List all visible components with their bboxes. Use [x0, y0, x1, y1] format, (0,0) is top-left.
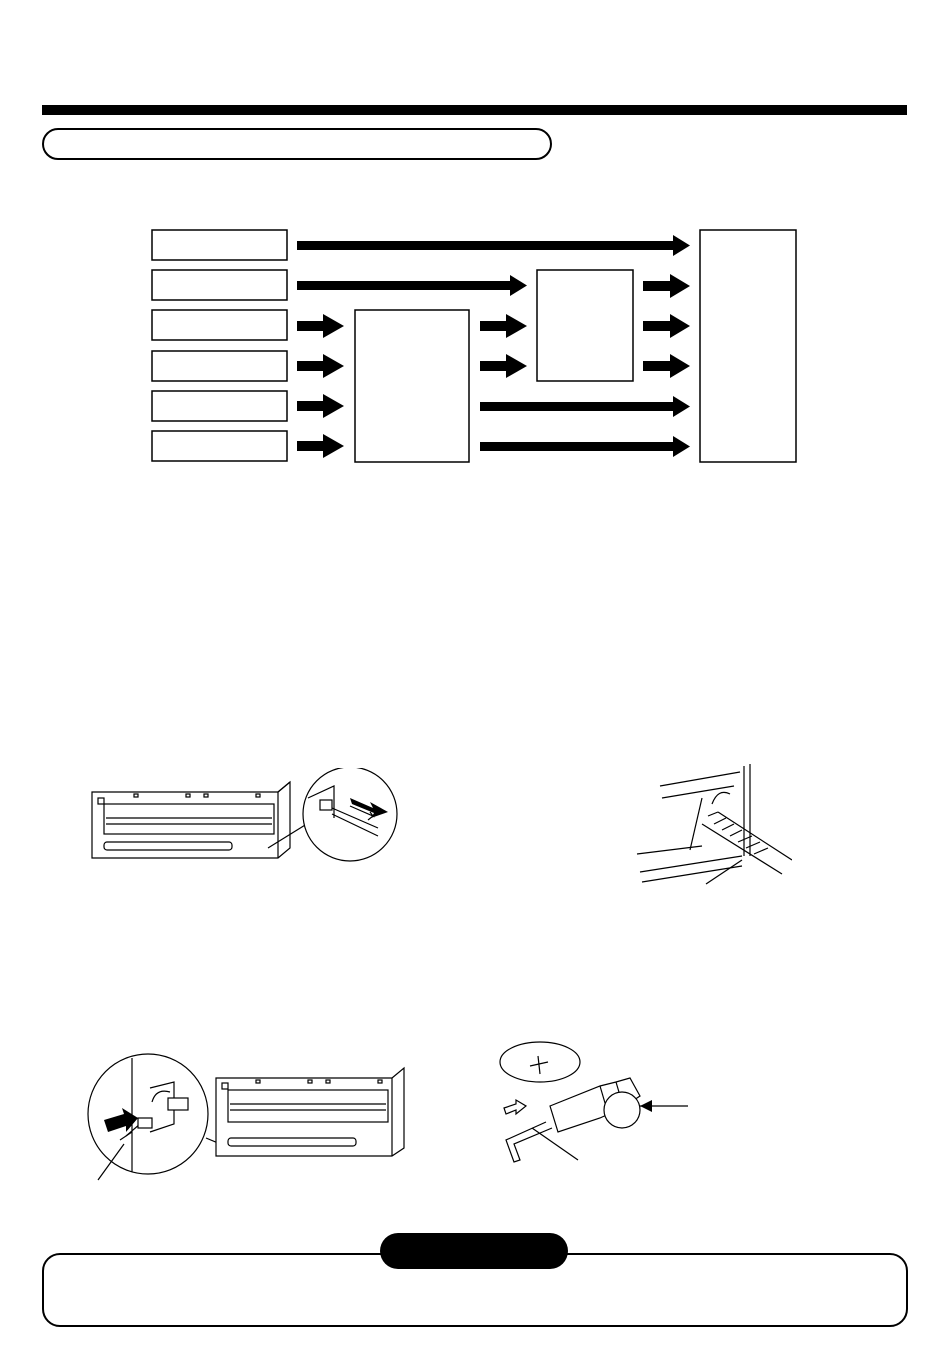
flow-arrow [643, 314, 690, 338]
flow-arrow [297, 275, 527, 296]
flow-left-box-2 [152, 270, 287, 300]
section-title [44, 130, 550, 140]
flow-arrow [480, 396, 690, 417]
section-title-pill [42, 128, 552, 160]
figure-indoor-unit-disconnect [88, 768, 408, 880]
flow-arrow [643, 274, 690, 298]
flow-arrow [297, 394, 344, 418]
flow-arrow [297, 235, 690, 256]
flow-middle-box [355, 310, 469, 462]
flow-final-box [700, 230, 796, 462]
flow-left-box-5 [152, 391, 287, 421]
flow-diagram [140, 220, 820, 480]
figure-pipe-wrapping [632, 764, 792, 894]
flow-left-box-3 [152, 310, 287, 340]
flow-arrow [297, 434, 344, 458]
flow-arrow [297, 314, 344, 338]
flow-left-box-4 [152, 351, 287, 381]
figure-hex-key-fitting [490, 1036, 700, 1168]
flow-upper-right-box [537, 270, 633, 381]
header-rule [42, 105, 907, 115]
callout-arrowhead [640, 1100, 652, 1112]
figure-indoor-unit-reconnect [80, 1052, 420, 1182]
flow-arrow [297, 354, 344, 378]
flow-left-box-6 [152, 431, 287, 461]
flow-arrow [643, 354, 690, 378]
flow-left-box-1 [152, 230, 287, 260]
caution-badge [380, 1233, 568, 1269]
flow-arrow [480, 436, 690, 457]
flow-arrow [480, 314, 527, 338]
flow-arrow [480, 354, 527, 378]
